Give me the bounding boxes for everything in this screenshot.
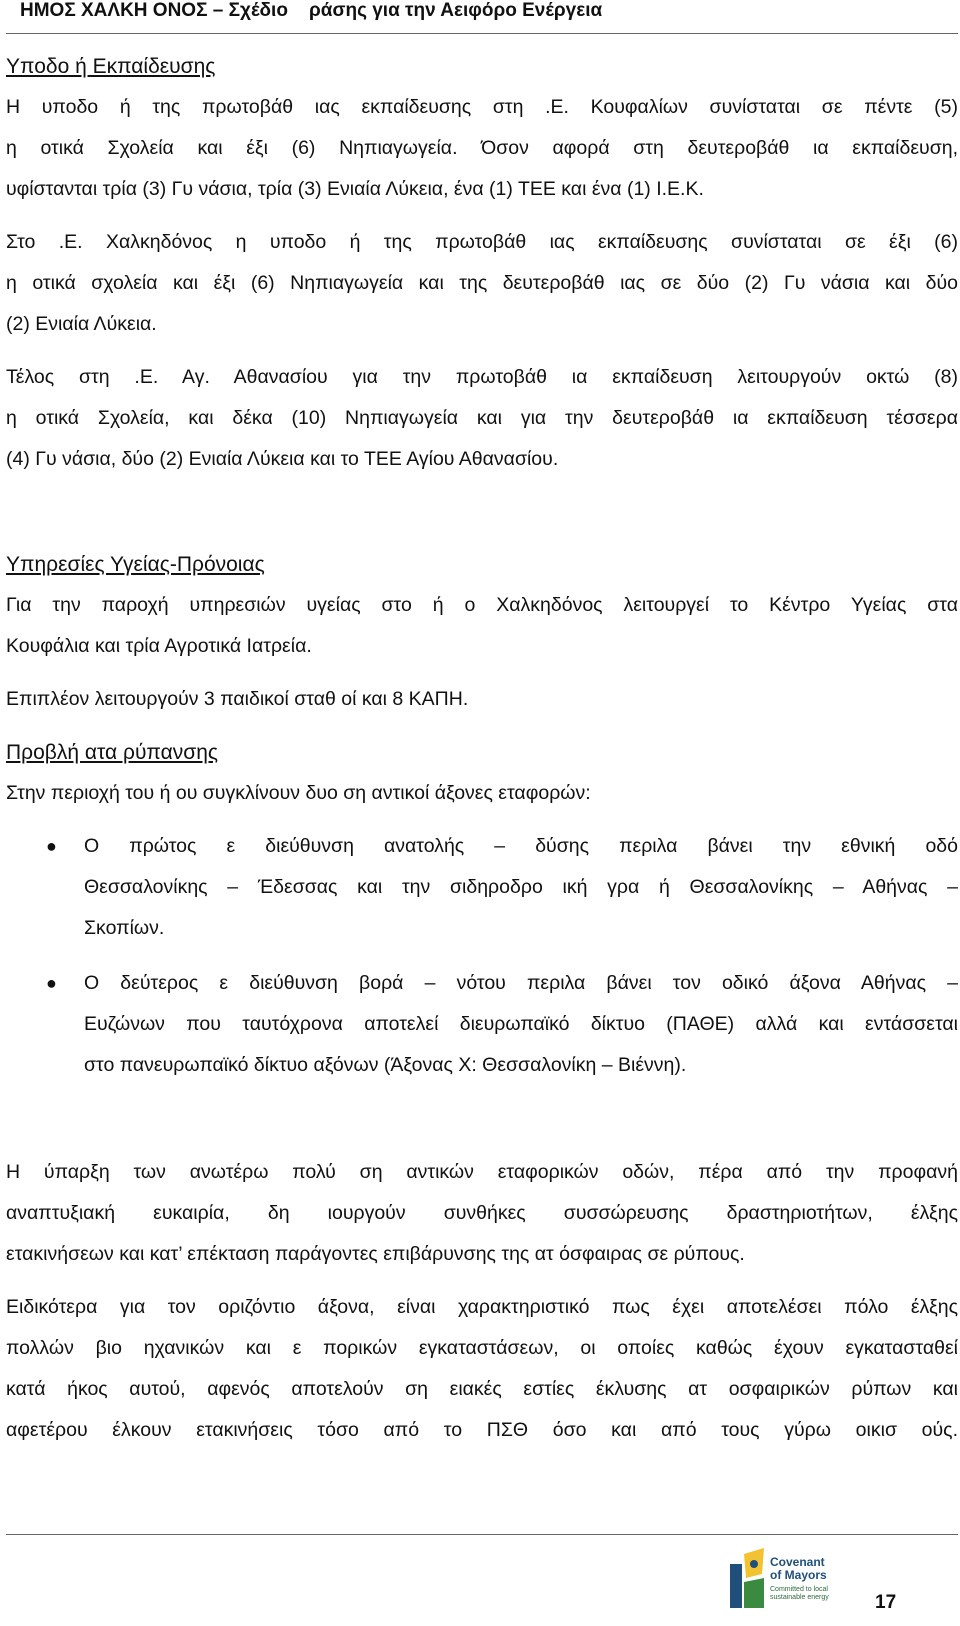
text-line: Ειδικότερα για τον οριζόντιο άξονα, είναι χαρακτηριστικό πως έχει αποτελέσει πόλο έλξης bbox=[6, 1296, 958, 1318]
education-paragraph-3 bbox=[6, 357, 958, 480]
transport-axes-list bbox=[6, 826, 958, 1086]
document-header-title: ΗΜΟΣ ΧΑΛΚΗ ΟΝΟΣ – Σχέδιο ράσης για την Αειφόρο Ενέργεια bbox=[20, 0, 603, 21]
text-line: (2) Ενιαία Λύκεια. bbox=[6, 313, 157, 335]
logo-dot bbox=[750, 1560, 758, 1568]
text-line: Η ύπαρξη των ανωτέρω πολύ ση αντικών εταφορικών οδών, πέρα από την προφανή bbox=[6, 1161, 958, 1183]
text-line: Τέλος στη .Ε. Αγ. Αθανασίου για την πρωτοβάθ ια εκπαίδευση λειτουργούν οκτώ (8) bbox=[6, 366, 958, 388]
education-paragraph-2 bbox=[6, 222, 958, 345]
text-line: Στο .Ε. Χαλκηδόνος η υποδο ή της πρωτοβάθ ιας εκπαίδευσης συνίσταται σε έξι (6) bbox=[6, 231, 958, 253]
text-line: κατά ήκος αυτού, αφενός αποτελούν ση ειακές εστίες έκλυσης ατ οσφαιρικών ρύπων και bbox=[6, 1378, 958, 1400]
text-line: υφίστανται τρία (3) Γυ νάσια, τρία (3) Ενιαία Λύκεια, ένα (1) ΤΕΕ και ένα (1) Ι.Ε.Κ. bbox=[6, 178, 704, 200]
logo-sub-1: Committed to local bbox=[770, 1586, 828, 1593]
text-line: η οτικά Σχολεία και έξι (6) Νηπιαγωγεία. Όσον αφορά στη δευτεροβάθ ια εκπαίδευση, bbox=[6, 137, 958, 159]
text-line: αναπτυξιακή ευκαιρία, δη ιουργούν συνθήκες συσσώρευσης δραστηριοτήτων, έλξης bbox=[6, 1202, 958, 1224]
text-line: Ο πρώτος ε διεύθυνση ανατολής – δύσης περιλα βάνει την εθνική οδό bbox=[84, 835, 958, 857]
health-paragraph-2: Επιπλέον λειτουργούν 3 παιδικοί σταθ οί και 8 ΚΑΠΗ. bbox=[6, 688, 469, 710]
text-line: αφετέρου έλκουν ετακινήσεις τόσο από το ΠΣΘ όσο και από τους γύρω οικισ ούς. bbox=[6, 1419, 958, 1441]
bullet-icon: ● bbox=[46, 973, 57, 993]
text-line: Ευζώνων που ταυτόχρονα αποτελεί διευρωπαϊκό δίκτυο (ΠΑΘΕ) αλλά και εντάσσεται bbox=[84, 1013, 958, 1035]
pollution-paragraph-3 bbox=[6, 1287, 958, 1451]
spacer bbox=[6, 492, 958, 544]
logo-line-2: of Mayors bbox=[770, 1568, 827, 1582]
text-line: ετακινήσεων και κατ’ επέκταση παράγοντες επιβάρυνσης της ατ όσφαιρας σε ρύπους. bbox=[6, 1243, 745, 1265]
text-line: Για την παροχή υπηρεσιών υγείας στο ή ο Χαλκηδόνος λειτουργεί το Κέντρο Υγείας στα bbox=[6, 594, 958, 616]
spacer bbox=[6, 1100, 958, 1152]
text-line: Θεσσαλονίκης – Έδεσσας και την σιδηροδρο ική γρα ή Θεσσαλονίκης – Αθήνας – bbox=[84, 876, 958, 898]
header-divider bbox=[6, 33, 958, 34]
text-line: η οτικά σχολεία και έξι (6) Νηπιαγωγεία και της δευτεροβάθ ιας σε δύο (2) Γυ νάσια και δύο bbox=[6, 272, 958, 294]
pollution-heading: Προβλή ατα ρύπανσης bbox=[6, 741, 219, 764]
text-line: η οτικά Σχολεία, και δέκα (10) Νηπιαγωγεία και για την δευτεροβάθ ια εκπαίδευση τέσσερα bbox=[6, 407, 958, 429]
education-heading: Υποδο ή Εκπαίδευσης bbox=[6, 55, 216, 78]
page-number: 17 bbox=[875, 1592, 897, 1613]
pollution-paragraph-2 bbox=[6, 1152, 958, 1275]
health-paragraph-1 bbox=[6, 585, 958, 667]
health-heading: Υπηρεσίες Υγείας-Πρόνοιας bbox=[6, 553, 265, 576]
logo-bar-blue bbox=[730, 1564, 742, 1608]
list-item bbox=[6, 826, 958, 949]
text-line: Κουφάλια και τρία Αγροτικά Ιατρεία. bbox=[6, 635, 312, 657]
pollution-intro: Στην περιοχή του ή ου συγκλίνουν δυο ση αντικοί άξονες εταφορών: bbox=[6, 782, 591, 804]
text-line: Ο δεύτερος ε διεύθυνση βορά – νότου περιλα βάνει τον οδικό άξονα Αθήνας – bbox=[84, 972, 958, 994]
text-line: πολλών βιο ηχανικών και ε πορικών εγκαταστάσεων, οι οποίες καθώς έχουν εγκατασταθεί bbox=[6, 1337, 958, 1359]
logo-shape-green bbox=[744, 1578, 764, 1608]
logo-tagline bbox=[770, 1586, 829, 1602]
list-item bbox=[6, 963, 958, 1086]
footer-divider bbox=[6, 1534, 958, 1535]
document-body bbox=[6, 46, 958, 1463]
education-paragraph-1 bbox=[6, 87, 958, 210]
bullet-icon: ● bbox=[46, 836, 57, 856]
logo-sub-2: sustainable energy bbox=[770, 1594, 829, 1601]
logo-line-1: Covenant bbox=[770, 1555, 825, 1569]
text-line: Σκοπίων. bbox=[84, 917, 165, 939]
logo-wordmark bbox=[770, 1556, 827, 1582]
text-line: στο πανευρωπαϊκό δίκτυο αξόνων (Άξονας Χ: Θεσσαλονίκη – Βιέννη). bbox=[84, 1054, 687, 1076]
text-line: Η υποδο ή της πρωτοβάθ ιας εκπαίδευσης στη .Ε. Κουφαλίων συνίσταται σε πέντε (5) bbox=[6, 96, 958, 118]
text-line: (4) Γυ νάσια, δύο (2) Ενιαία Λύκεια και το ΤΕΕ Αγίου Αθανασίου. bbox=[6, 448, 559, 470]
